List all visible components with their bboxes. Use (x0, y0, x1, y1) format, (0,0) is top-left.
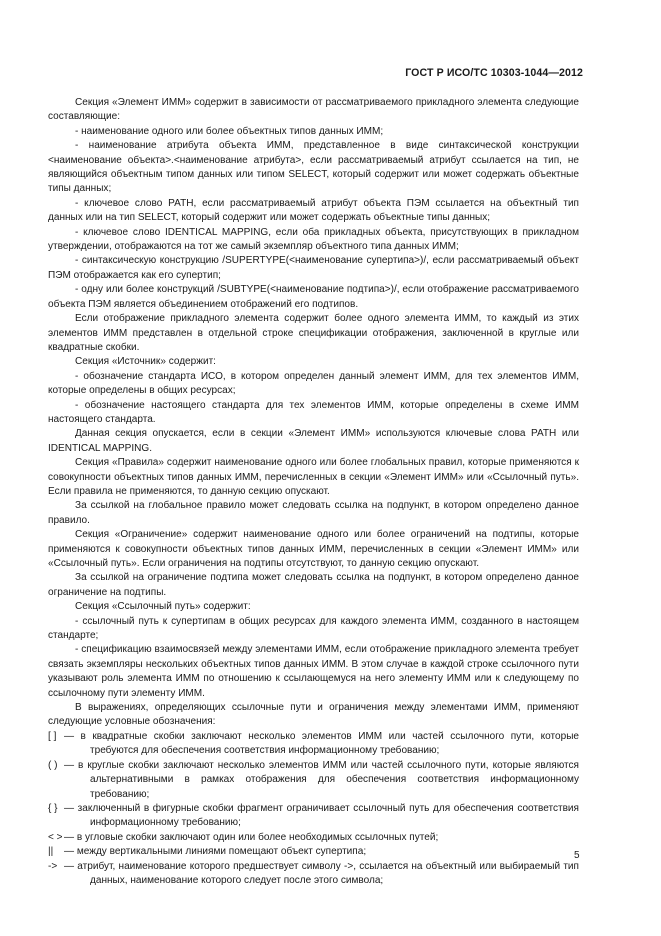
paragraph: Секция «Ограничение» содержит наименование одного или более ограничений на подтипы, которые применяются к совокупности объектных типов данных ИММ, перечисленных в секции «Элемент ИММ» или «Ссылочный путь». Если ограничения на подтипы отсутствуют, то данную секцию опускают. (48, 529, 579, 569)
symbol-glyph: || (48, 846, 54, 858)
symbol-glyph: < > (48, 831, 63, 843)
list-item: - спецификацию взаимосвязей между элементами ИММ, если отображение прикладного элемента требует связать экземпляры нескольких объектных типов данных ИММ. В этом случае в каждой строке ссылочного пути указывают роль элемента ИММ по отношению к ссылающемуся на него элементу ИММ или к следующему по ссылочному пути элементу ИММ. (48, 644, 579, 699)
symbol-glyph: { } (48, 802, 58, 814)
list-item: - ключевое слово PATH, если рассматриваемый атрибут объекта ПЭМ ссылается на объектный тип данных или на тип SELECT, который содержит или может содержать объектные типы данных; (48, 197, 579, 224)
paragraph: За ссылкой на глобальное правило может следовать ссылка на подпункт, в котором определено данное правило. (48, 500, 579, 526)
list-item: - ссылочный путь к супертипам в общих ресурсах для каждого элемента ИММ, созданного в настоящем стандарте; (48, 615, 579, 642)
document-body (48, 96, 579, 888)
paragraph: В выражениях, определяющих ссылочные пути и ограничения между элементами ИММ, применяют следующие условные обозначения: (48, 702, 579, 728)
paragraph-list (48, 96, 579, 730)
symbol-row (48, 860, 579, 889)
symbol-row (48, 730, 579, 759)
list-item: - наименование атрибута объекта ИММ, представленное в виде синтаксической конструкции <наименование объекта>.<наименование атрибута>, если рассматриваемый атрибут ссылается на тип, не являющийся объектным типом данных или типом SELECT, который содержит или может содержать объектные типы данных; (48, 140, 579, 195)
symbol-description: — в круглые скобки заключают несколько элементов ИММ или частей ссылочного пути, которые являются альтернативными в рамках отображения для обеспечения соответствия информационному требованию; (64, 759, 579, 800)
list-item: - обозначение стандарта ИСО, в котором определен данный элемент ИММ, для тех элементов ИММ, которые определены в общих ресурсах; (48, 370, 579, 397)
paragraph: Если отображение прикладного элемента содержит более одного элемента ИММ, то каждый из этих элементов ИММ представлен в отдельной строке спецификации отображения, заключенной в круглые или квадратные скобки. (48, 313, 579, 353)
list-item: - обозначение настоящего стандарта для тех элементов ИММ, которые определены в схеме ИММ настоящего стандарта. (48, 399, 579, 425)
paragraph: За ссылкой на ограничение подтипа может следовать ссылка на подпункт, в котором определено данное ограничение на подтипы. (48, 572, 579, 598)
list-item: - наименование одного или более объектных типов данных ИММ; (75, 125, 384, 137)
paragraph: Данная секция опускается, если в секции «Элемент ИММ» используются ключевые слова PATH или IDENTICAL MAPPING. (48, 428, 579, 454)
paragraph: Секция «Источник» содержит: (75, 356, 216, 368)
symbol-row (48, 759, 579, 802)
symbol-row (48, 845, 579, 859)
page-number: 5 (574, 850, 580, 861)
symbol-description: — заключенный в фигурные скобки фрагмент ограничивает ссылочный путь для обеспечения соответствия информационному требованию; (64, 802, 579, 829)
symbol-description: — в угловые скобки заключают один или более необходимых ссылочных путей; (64, 831, 439, 843)
symbol-description: — в квадратные скобки заключают несколько элементов ИММ или частей ссылочного пути, которые требуются для обеспечения соответствия информационному требованию; (64, 730, 579, 757)
symbol-glyph: -> (48, 860, 58, 872)
symbol-glyph: ( ) (48, 759, 58, 771)
list-item: - синтаксическую конструкцию /SUPERTYPE(<наименование супертипа>)/, если рассматриваемый объект ПЭМ отображается как его супертип; (48, 255, 579, 281)
symbol-description: — между вертикальными линиями помещают объект супертипа; (64, 846, 367, 858)
list-item: - ключевое слово IDENTICAL MAPPING, если оба прикладных объекта, присутствующих в прикладном утверждении, отображаются на тот же самый экземпляр объектного типа данных ИММ; (48, 226, 579, 253)
paragraph: Секция «Элемент ИММ» содержит в зависимости от рассматриваемого прикладного элемента следующие составляющие: (48, 97, 579, 123)
symbol-list (48, 730, 579, 888)
paragraph: Секция «Правила» содержит наименование одного или более глобальных правил, которые применяются к совокупности объектных типов данных ИММ, перечисленных в секции «Элемент ИММ» или «Ссылочный путь». Если правила не применяются, то данную секцию опускают. (48, 457, 579, 497)
symbol-row (48, 831, 579, 845)
paragraph: Секция «Ссылочный путь» содержит: (75, 601, 251, 613)
symbol-glyph: [ ] (48, 730, 57, 742)
symbol-description: — атрибут, наименование которого предшествует символу ->, ссылается на объектный или выбираемый тип данных, наименование которого следует после этого символа; (64, 860, 579, 886)
list-item: - одну или более конструкций /SUBTYPE(<наименование подтипа>)/, если отображение рассматриваемого объекта ПЭМ является объединением отображений его подтипов. (48, 284, 579, 310)
document-header: ГОСТ Р ИСО/ТС 10303-1044—2012 (405, 67, 583, 79)
symbol-row (48, 802, 579, 831)
